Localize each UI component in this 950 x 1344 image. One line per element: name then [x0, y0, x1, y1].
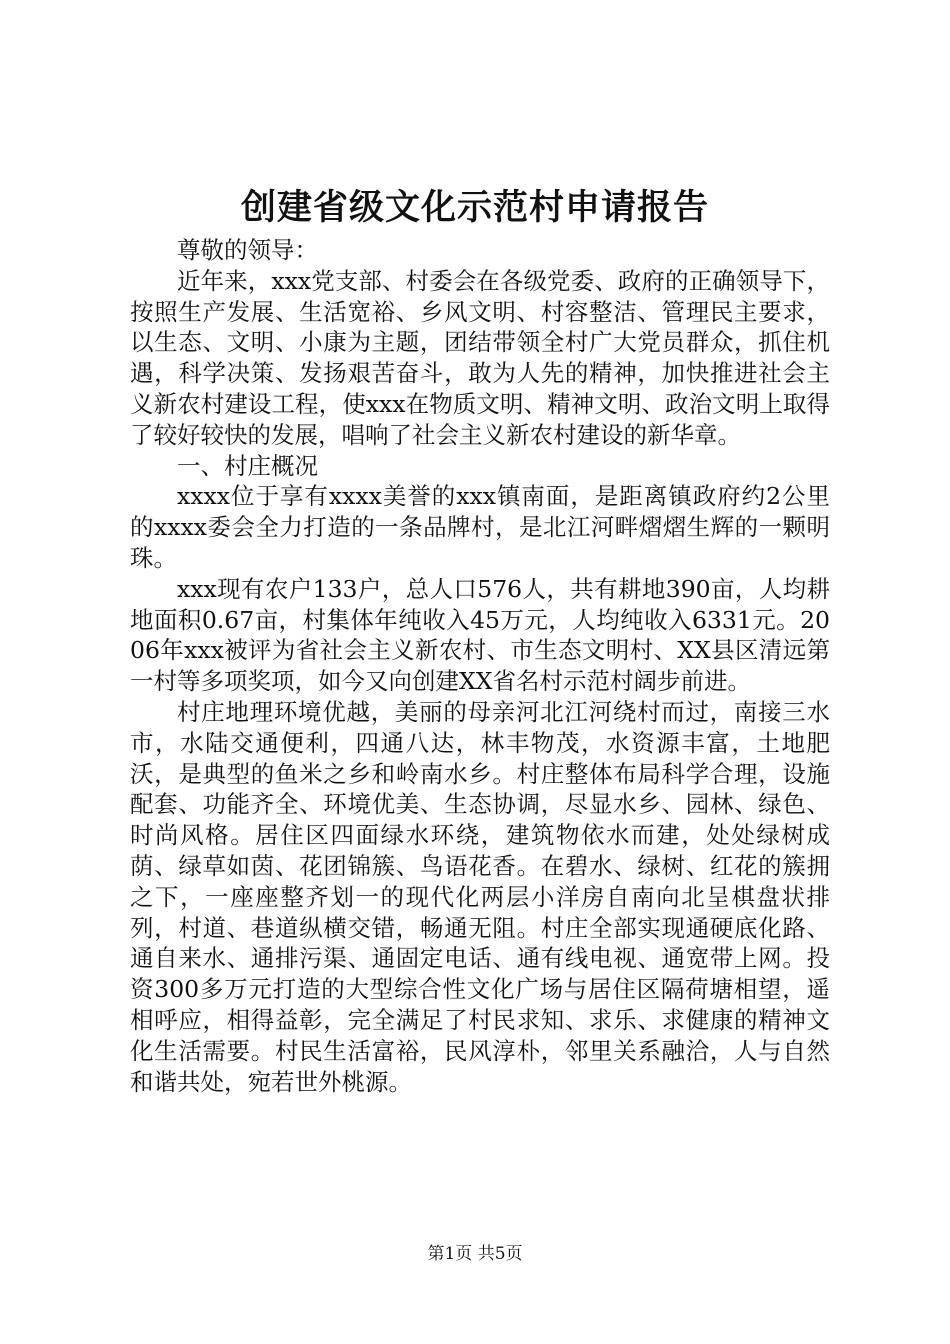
salutation: 尊敬的领导： — [177, 236, 318, 264]
body-paragraph: xxxx位于享有xxxx美誉的xxx镇南面，是距离镇政府约2公里的xxxx委会全力打造的一条品牌村，是北江河畔熠熠生辉的一颗明珠。 — [130, 482, 830, 572]
body-paragraph: xxx现有农户133户，总人口576人，共有耕地390亩，人均耕地面积0.67亩，村集体年纯收入45万元，人均纯收入6331元。2006年xxx被评为省社会主义新农村、市生态文明村、XX县区清远第一村等多项奖项，如今又向创建XX省名村示范村阔步前进。 — [130, 574, 830, 696]
document-title: 创建省级文化示范村申请报告 — [240, 187, 709, 228]
page-number-footer: 第1页 共5页 — [427, 1244, 523, 1264]
body-paragraph: 村庄地理环境优越，美丽的母亲河北江河绕村而过，南接三水市，水陆交通便利，四通八达，林丰物茂，水资源丰富，土地肥沃，是典型的鱼米之乡和岭南水乡。村庄整体布局科学合理，设施配套、功能齐全、环境优美、生态协调，尽显水乡、园林、绿色、时尚风格。居住区四面绿水环绕，建筑物依水而建，处处绿树成荫、绿草如茵、花团锦簇、鸟语花香。在碧水、绿树、红花的簇拥之下，一座座整齐划一的现代化两层小洋房自南向北呈棋盘状排列，村道、巷道纵横交错，畅通无阻。村庄全部实现通硬底化路、通自来水、通排污渠、通固定电话、通有线电视、通宽带上网。投资300多万元打造的大型综合性文化广场与居住区隔荷塘相望，遥相呼应，相得益彰，完全满足了村民求知、求乐、求健康的精神文化生活需要。村民生活富裕，民风淳朴，邻里关系融洽，人与自然和谐共处，宛若世外桃源。 — [130, 697, 830, 1096]
document-body — [130, 235, 830, 1097]
intro-paragraph: 近年来，xxx党支部、村委会在各级党委、政府的正确领导下，按照生产发展、生活宽裕、乡风文明、村容整洁、管理民主要求，以生态、文明、小康为主题，团结带领全村广大党员群众，抓住机遇，科学决策、发扬艰苦奋斗，敢为人先的精神，加快推进社会主义新农村建设工程，使xxx在物质文明、精神文明、政治文明上取得了较好较快的发展，唱响了社会主义新农村建设的新华章。 — [130, 266, 830, 449]
section-heading: 一、村庄概况 — [177, 451, 318, 480]
